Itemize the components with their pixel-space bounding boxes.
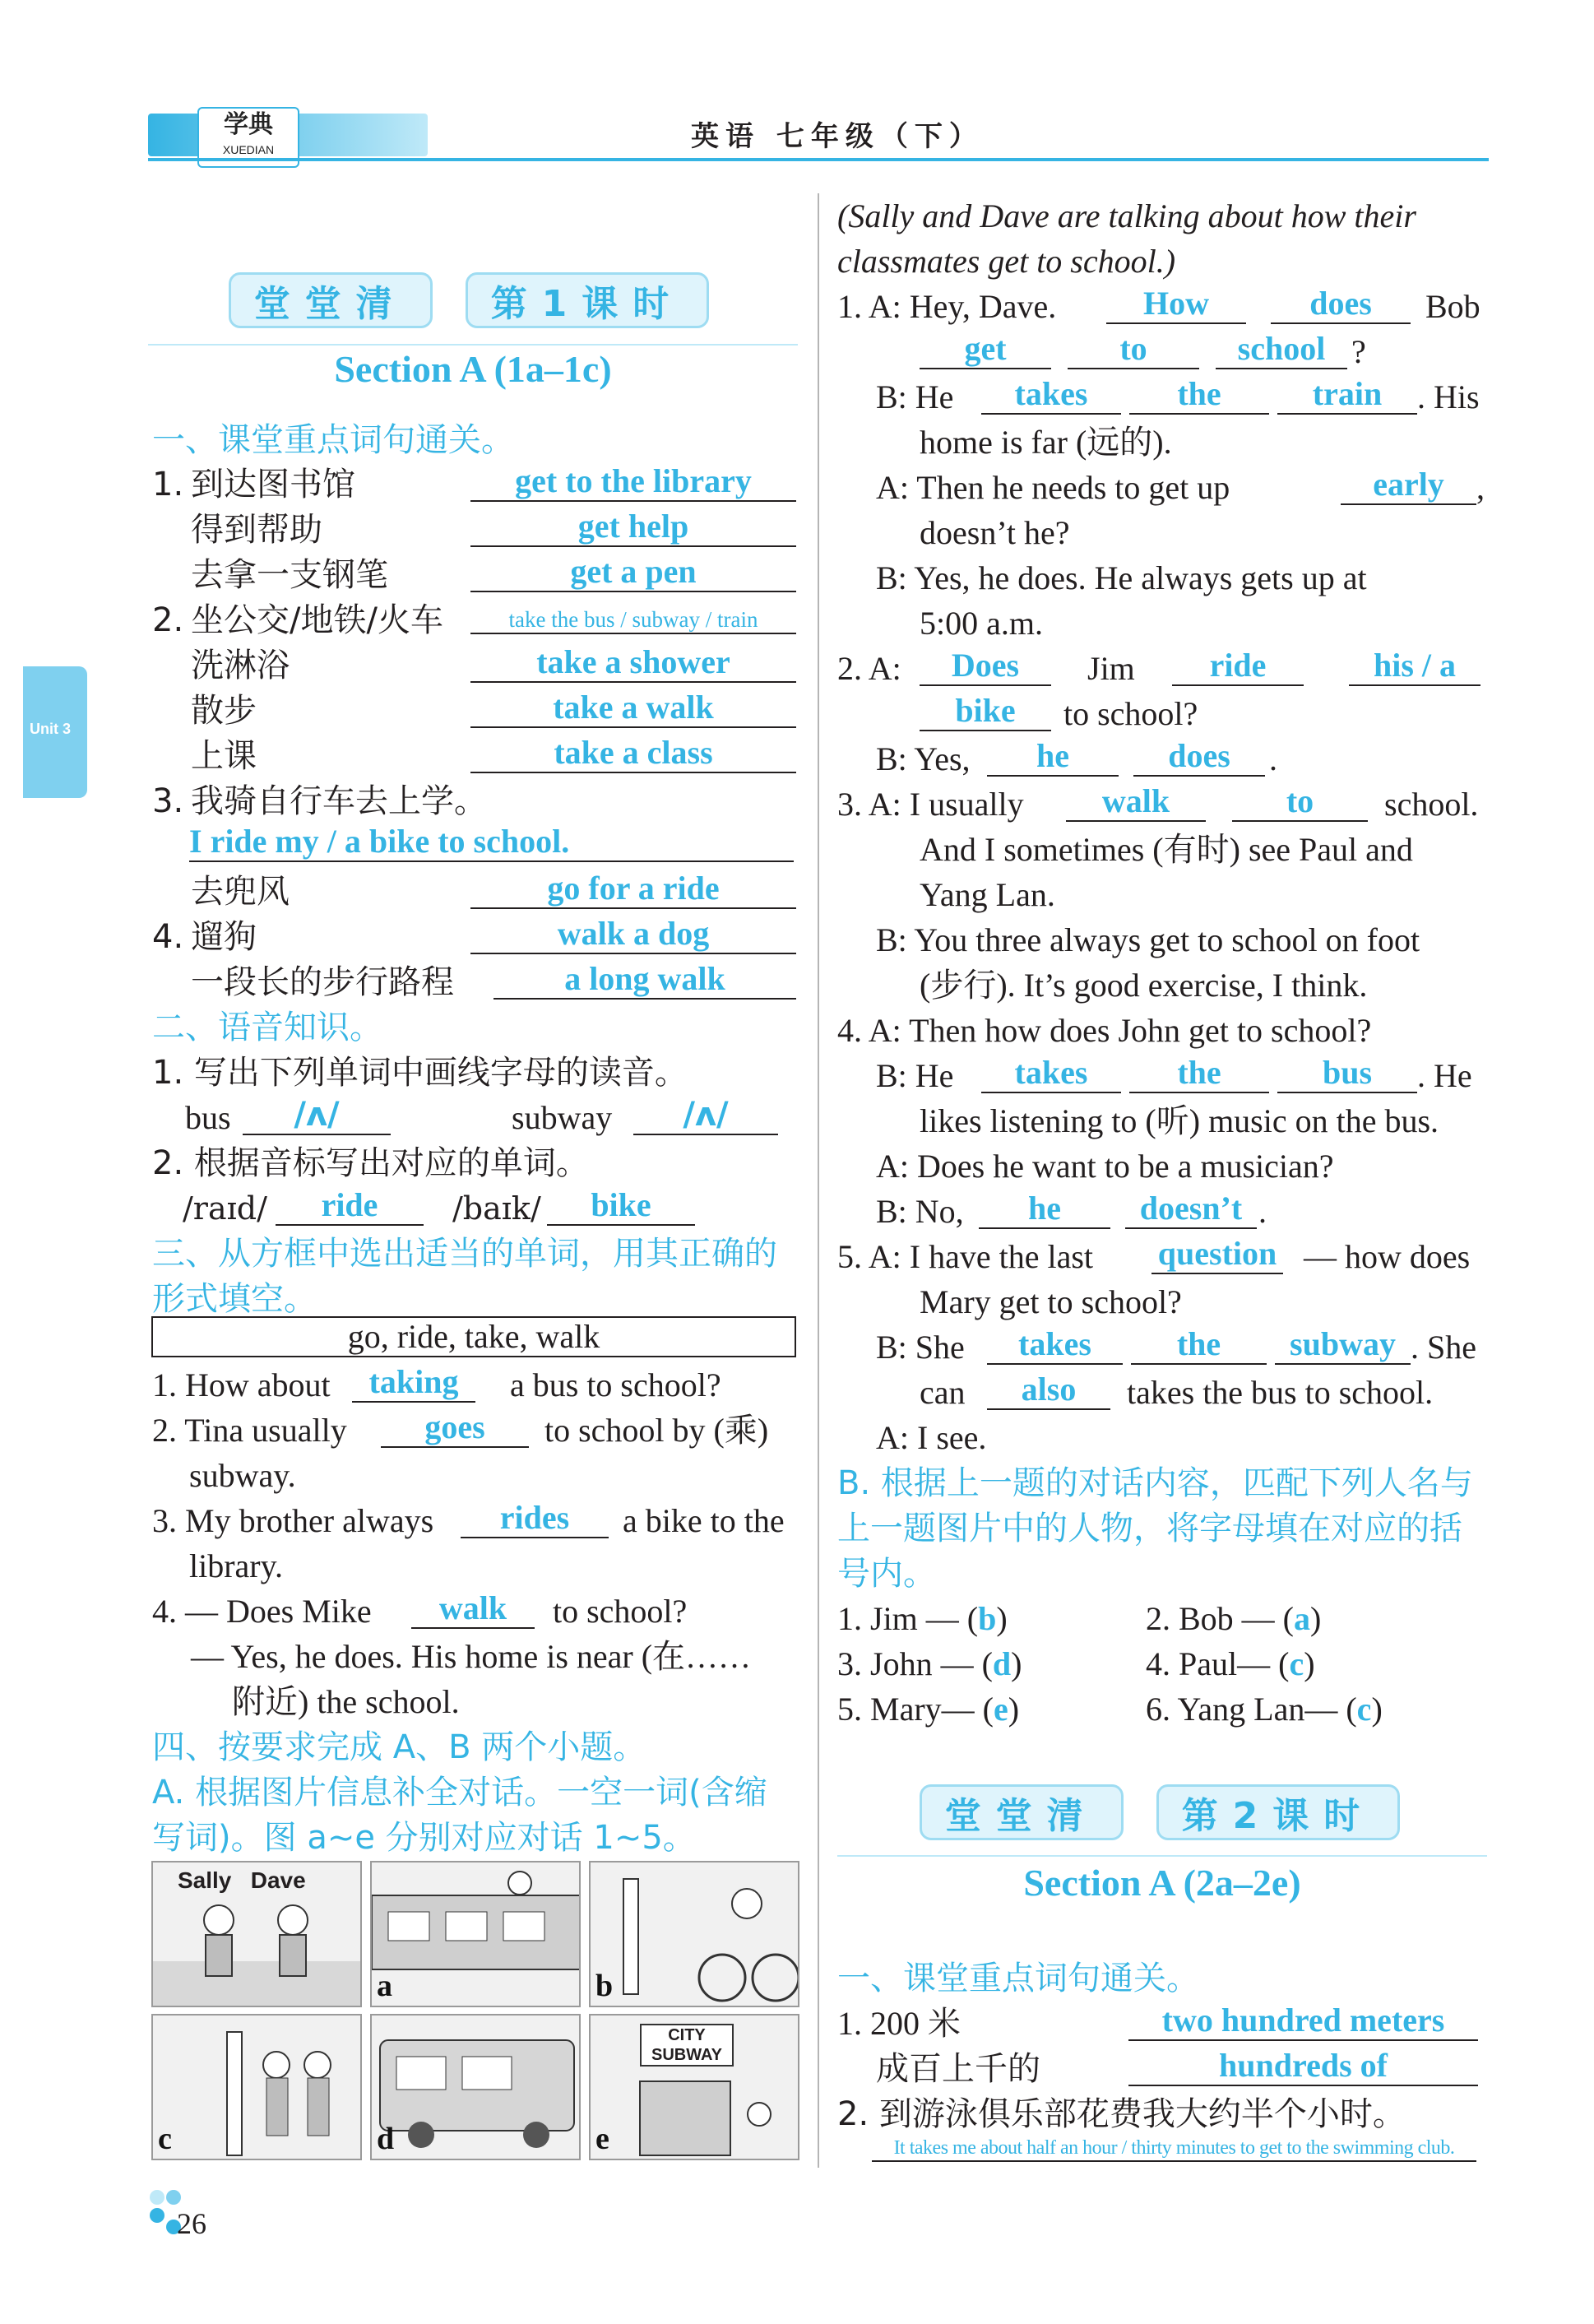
d4-blank-5: doesn’t — [1125, 1190, 1257, 1229]
picture-d — [370, 2014, 581, 2160]
lesson2-banner-rule — [837, 1855, 1487, 1857]
d4-bh: B: He — [876, 1057, 954, 1094]
match-6-answer: c — [1356, 1691, 1372, 1728]
subway-art — [591, 2016, 799, 2160]
p1-prompt-3: 去拿一支钢笔 — [191, 556, 388, 594]
lesson2-item-2: 成百上千的 — [876, 2050, 1040, 2088]
part3-heading-1: 三、从方框中选出适当的单词，用其正确的 — [152, 1235, 777, 1273]
lesson2-banner-left: 堂堂清 — [920, 1784, 1124, 1840]
part1-heading: 一、课堂重点词句通关。 — [152, 421, 514, 459]
d3-l2: And I sometimes (有时) see Paul and — [920, 831, 1413, 868]
d1-blank-8: train — [1277, 375, 1417, 415]
match-5-name: 5. Mary— ( — [837, 1691, 994, 1728]
p3-q3-c: library. — [189, 1547, 284, 1584]
d5-blank-4: subway — [1275, 1325, 1411, 1365]
picture-e — [589, 2014, 799, 2160]
p1-prompt-7: 上课 — [191, 737, 257, 775]
p1-answer-1: get to the library — [470, 462, 796, 502]
p3-q3-answer: rides — [461, 1499, 609, 1538]
p1-answer-3: get a pen — [470, 553, 796, 592]
p1-prompt-8: 我骑自行车去上学。 — [191, 782, 487, 820]
d5-she2: . She — [1411, 1329, 1476, 1366]
lesson1-banner-left: 堂堂清 — [229, 272, 433, 328]
match-3-name: 3. John — ( — [837, 1645, 993, 1682]
logo-cn: 学典 — [224, 110, 273, 139]
p1-answer-4: take the bus / subway / train — [470, 607, 796, 634]
match-6 — [1146, 1687, 1383, 1732]
match-6-name: 6. Yang Lan— ( — [1146, 1691, 1357, 1728]
p3-q2-answer: goes — [381, 1408, 529, 1448]
picture-intro-caption: Sally Dave — [178, 1867, 306, 1893]
d1-bh: B: He — [876, 378, 954, 415]
logo-en: XUEDIAN — [222, 143, 275, 156]
p1-prompt-5: 洗淋浴 — [191, 647, 290, 684]
d3-a: 3. A: I usually — [837, 786, 1024, 823]
d5-rest: takes the bus to school. — [1127, 1374, 1434, 1411]
match-1-answer: b — [978, 1600, 997, 1637]
picture-e-label: e — [595, 2122, 609, 2156]
match-6-close: ) — [1371, 1691, 1383, 1728]
d5-she: B: She — [876, 1329, 965, 1366]
partB-line2: 上一题图片中的人物，将字母填在对应的括 — [837, 1510, 1462, 1547]
d4-he: . He — [1417, 1057, 1472, 1094]
match-2-name: 2. Bob — ( — [1146, 1600, 1294, 1637]
d1-qmark: ? — [1351, 333, 1366, 370]
d5-l2: Mary get to school? — [920, 1283, 1182, 1320]
d1-his: . His — [1417, 378, 1480, 415]
p1-answer-9: go for a ride — [470, 870, 796, 909]
match-4-name: 4. Paul— ( — [1146, 1645, 1290, 1682]
p3-q2-c: subway. — [189, 1457, 296, 1494]
p1-num-4: 4. — [152, 918, 184, 956]
d1-time: 5:00 a.m. — [920, 605, 1043, 642]
picture-intro — [151, 1861, 362, 2007]
d2-dot: . — [1269, 740, 1277, 777]
match-1-close: ) — [996, 1600, 1008, 1637]
picture-b — [589, 1861, 799, 2007]
header-rule — [148, 158, 1489, 161]
p3-q4-answer: walk — [411, 1589, 535, 1629]
d1-blank-1: How — [1106, 285, 1246, 324]
d1-bob: Bob — [1425, 288, 1480, 325]
d2-blank-4: bike — [920, 692, 1051, 731]
lesson2-banner — [897, 1784, 1423, 1841]
p1-prompt-4: 坐公交/地铁/火车 — [191, 601, 443, 639]
subway-sign: CITY SUBWAY — [640, 2024, 734, 2067]
d4-blank-4: he — [979, 1190, 1110, 1229]
p1-prompt-11: 一段长的步行路程 — [191, 963, 454, 1001]
d5-blank-1: question — [1151, 1235, 1283, 1274]
lesson1-banner — [206, 271, 732, 329]
p1-num-1: 1. — [152, 466, 184, 503]
p3-q4-a: 4. — Does Mike — [152, 1593, 372, 1630]
match-4-answer: c — [1289, 1645, 1304, 1682]
p1-answer-5: take a shower — [470, 643, 796, 683]
p1-prompt-9: 去兜风 — [191, 873, 290, 911]
d5-can: can — [920, 1374, 966, 1411]
d3-school: school. — [1384, 786, 1479, 823]
p1-prompt-1: 到达图书馆 — [191, 466, 355, 503]
unit-side-tab-label: Unit 3 — [30, 721, 72, 737]
partB-line1: B. 根据上一题的对话内容，匹配下列人名与 — [837, 1464, 1473, 1502]
lesson2-item-1: 1. 200 米 — [837, 2005, 961, 2042]
walk-art — [153, 2016, 362, 2160]
partB-line3: 号内。 — [837, 1555, 936, 1593]
match-3-close: ) — [1011, 1645, 1022, 1682]
part2-phonetic-1: /raɪd/ — [183, 1190, 267, 1227]
d1-then: A: Then he needs to get up — [876, 469, 1230, 506]
d3-l4: B: You three always get to school on foot — [876, 921, 1420, 958]
d1-doesnt: doesn’t he? — [920, 514, 1070, 551]
p1-answer-6: take a walk — [470, 689, 796, 728]
picture-c-label: c — [158, 2122, 172, 2156]
p3-q3-a: 3. My brother always — [152, 1502, 434, 1539]
d1-blank-2: does — [1271, 285, 1411, 324]
p1-answer-8: I ride my / a bike to school. — [189, 823, 794, 862]
part2-q2: 2. 根据音标写出对应的单词。 — [152, 1144, 589, 1182]
d4-blank-3: bus — [1277, 1054, 1417, 1093]
lesson2-answer-3: It takes me about half an hour / thirty minutes to get to the swimming club. — [872, 2137, 1476, 2162]
d1-blank-3: get — [920, 330, 1051, 369]
d2-blank-1: Does — [920, 647, 1051, 686]
picture-a — [370, 1861, 581, 2007]
picture-a-label: a — [377, 1969, 392, 2003]
d1-a1: 1. A: Hey, Dave. — [837, 288, 1057, 325]
d4-no: B: No, — [876, 1193, 964, 1230]
part3-heading-2: 形式填空。 — [152, 1280, 317, 1318]
d2-jim: Jim — [1087, 650, 1135, 687]
match-4 — [1146, 1642, 1315, 1686]
d3-l3: Yang Lan. — [920, 876, 1055, 913]
p1-answer-7: take a class — [470, 734, 796, 773]
d3-blank-1: walk — [1066, 782, 1206, 822]
d4-blank-2: the — [1129, 1054, 1269, 1093]
match-5-answer: e — [993, 1691, 1008, 1728]
bike-art — [591, 1862, 799, 2007]
match-2-close: ) — [1310, 1600, 1322, 1637]
train-art — [372, 1862, 581, 2007]
match-2-answer: a — [1294, 1600, 1310, 1637]
picture-b-label: b — [595, 1969, 614, 2003]
part4-a-line1: A. 根据图片信息补全对话。一空一词(含缩 — [152, 1774, 767, 1811]
d4-dot: . — [1258, 1193, 1267, 1230]
p3-q3-b: a bike to the — [623, 1502, 785, 1539]
dialog-intro-2: classmates get to school.) — [837, 243, 1176, 280]
match-1 — [837, 1597, 1008, 1641]
d1-blank-6: takes — [981, 375, 1121, 415]
d4-likes: likes listening to (听) music on the bus. — [920, 1102, 1439, 1139]
match-3-answer: d — [992, 1645, 1012, 1682]
lesson1-section-title: Section A (1a–1c) — [334, 348, 612, 390]
p3-q4-d: 附近) the school. — [232, 1683, 460, 1720]
word-box — [151, 1316, 796, 1357]
d5-how: — how does — [1304, 1238, 1471, 1275]
lesson2-heading: 一、课堂重点词句通关。 — [837, 1960, 1199, 1997]
p1-num-3: 3. — [152, 782, 184, 820]
part2-phonetic-2: /baɪk/ — [452, 1190, 541, 1227]
part4-a-line2: 写词)。图 a~e 分别对应对话 1~5。 — [152, 1819, 696, 1857]
d2-blank-2: ride — [1172, 647, 1304, 686]
d1-blank-7: the — [1129, 375, 1269, 415]
p1-num-2: 2. — [152, 601, 184, 639]
lesson2-answer-2: hundreds of — [1128, 2047, 1478, 2086]
d2-blank-6: does — [1133, 737, 1265, 777]
match-5-close: ) — [1008, 1691, 1020, 1728]
match-5 — [837, 1687, 1019, 1732]
d5-blank-3: the — [1131, 1325, 1267, 1365]
part4-heading: 四、按要求完成 A、B 两个小题。 — [152, 1728, 646, 1766]
d2-blank-5: he — [987, 737, 1119, 777]
picture-intro-art — [153, 1862, 362, 2007]
d1-yes: B: Yes, he does. He always gets up at — [876, 559, 1367, 596]
lesson2-section-title: Section A (2a–2e) — [1023, 1862, 1301, 1904]
d1-comma: , — [1476, 469, 1485, 506]
p1-prompt-10: 遛狗 — [191, 918, 257, 956]
lesson1-banner-right: 第1课时 — [466, 272, 710, 328]
d5-blank-5: also — [987, 1371, 1110, 1410]
page-number: 26 — [177, 2207, 206, 2240]
d1-blank-5: school — [1216, 330, 1347, 369]
lesson2-banner-right: 第2课时 — [1156, 1784, 1401, 1840]
d2-by: B: Yes, — [876, 740, 971, 777]
p1-answer-10: walk a dog — [470, 915, 796, 954]
dialog-intro-1: (Sally and Dave are talking about how their — [837, 197, 1416, 234]
d1-blank-9: early — [1341, 466, 1476, 505]
part2-answer-1: /ʌ/ — [243, 1096, 391, 1135]
d5-see: A: I see. — [876, 1419, 987, 1456]
p1-prompt-2: 得到帮助 — [191, 511, 322, 549]
match-2 — [1146, 1597, 1321, 1641]
lesson2-item-3: 2. 到游泳俱乐部花费我大约半个小时。 — [837, 2095, 1406, 2133]
part2-heading: 二、语音知识。 — [152, 1009, 382, 1046]
d2-blank-3: his / a — [1349, 647, 1480, 686]
d2-a: 2. A: — [837, 650, 901, 687]
p3-q2-b: to school by (乘) — [544, 1412, 769, 1449]
d1-blank-4: to — [1068, 330, 1199, 369]
book-title: 英语 七年级（下） — [691, 120, 984, 153]
d3-l5: (步行). It’s good exercise, I think. — [920, 967, 1368, 1004]
d4-a: 4. A: Then how does John get to school? — [837, 1012, 1372, 1049]
p3-q1-answer: taking — [352, 1363, 475, 1403]
part2-answer-2: /ʌ/ — [633, 1096, 778, 1135]
d3-blank-2: to — [1232, 782, 1368, 822]
part2-q1: 1. 写出下列单词中画线字母的读音。 — [152, 1054, 688, 1092]
d1-far: home is far (远的). — [920, 424, 1172, 461]
picture-c — [151, 2014, 362, 2160]
p3-q2-a: 2. Tina usually — [152, 1412, 347, 1449]
lesson1-banner-rule — [148, 344, 798, 346]
p1-answer-11: a long walk — [493, 960, 796, 1000]
bus-art — [372, 2016, 581, 2160]
unit-side-tab — [23, 666, 87, 798]
d5-a: 5. A: I have the last — [837, 1238, 1094, 1275]
d4-blank-1: takes — [981, 1054, 1121, 1093]
lesson2-answer-1: two hundred meters — [1128, 2002, 1478, 2041]
header — [148, 107, 1489, 165]
p1-answer-2: get help — [470, 508, 796, 547]
p3-q4-b: to school? — [553, 1593, 688, 1630]
picture-d-label: d — [377, 2122, 395, 2156]
match-3 — [837, 1642, 1022, 1686]
p1-prompt-6: 散步 — [191, 692, 257, 730]
p3-q4-c: — Yes, he does. His home is near (在…… — [191, 1638, 752, 1675]
word-box-text: go, ride, take, walk — [347, 1318, 600, 1355]
part2-word-1: bus — [185, 1099, 231, 1136]
p3-q1-b: a bus to school? — [510, 1366, 721, 1403]
part2-answer-4: bike — [547, 1186, 695, 1226]
match-4-close: ) — [1304, 1645, 1315, 1682]
column-divider — [818, 193, 819, 2168]
d4-mus: A: Does he want to be a musician? — [876, 1148, 1334, 1185]
d5-blank-2: takes — [987, 1325, 1123, 1365]
d2-to: to school? — [1063, 695, 1198, 732]
part2-word-2: subway — [512, 1099, 613, 1136]
p3-q1-a: 1. How about — [152, 1366, 331, 1403]
part2-answer-3: ride — [276, 1186, 424, 1226]
match-1-name: 1. Jim — ( — [837, 1600, 979, 1637]
